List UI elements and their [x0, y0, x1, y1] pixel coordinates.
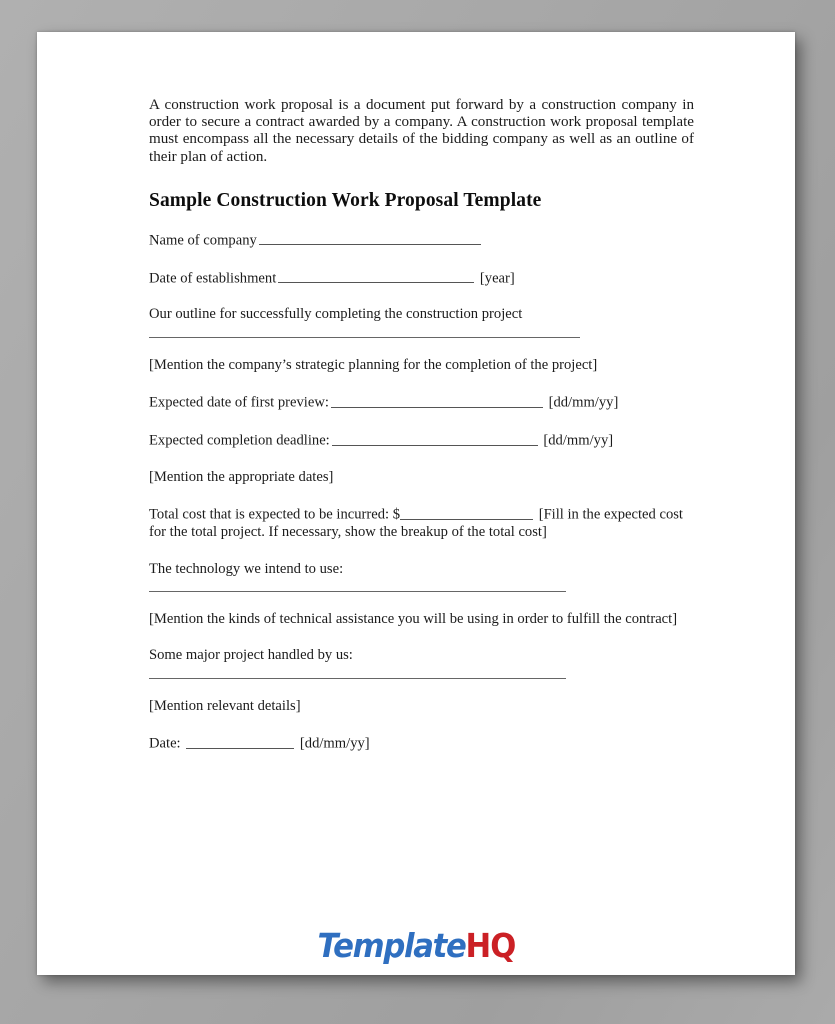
outline-answer-rule[interactable]: [149, 337, 580, 338]
page-title: Sample Construction Work Proposal Template: [149, 189, 542, 211]
completion-deadline-row: [149, 431, 694, 450]
technology-label: The technology we intend to use:: [149, 560, 344, 577]
logo-text-hq: HQ: [465, 926, 515, 965]
outline-label: Our outline for successfully completing the construction project: [149, 306, 523, 323]
first-preview-input[interactable]: [331, 393, 543, 407]
field-total-cost: [149, 505, 694, 541]
document-page-container: [37, 32, 795, 975]
relevant-details-note: [Mention relevant details]: [149, 697, 301, 714]
document-content: [149, 97, 694, 753]
note-relevant-details: [149, 698, 694, 715]
completion-deadline-label: Expected completion deadline:: [149, 432, 330, 449]
field-company-name: [149, 231, 694, 250]
field-first-preview: [149, 393, 694, 412]
document-page: [37, 32, 795, 975]
total-cost-label: Total cost that is expected to be incurred: $: [149, 506, 401, 523]
templatehq-logo: [317, 926, 515, 965]
note-appropriate-dates: [149, 469, 694, 486]
signature-date-label: Date:: [149, 735, 181, 752]
company-name-row: [149, 231, 694, 250]
logo-text-template: Template: [317, 926, 466, 965]
signature-date-row: [149, 734, 694, 753]
company-name-label: Name of company: [149, 232, 257, 249]
establishment-row: [149, 269, 694, 288]
field-completion-deadline: [149, 431, 694, 450]
signature-date-input[interactable]: [186, 734, 294, 748]
completion-deadline-hint: [dd/mm/yy]: [543, 432, 614, 449]
signature-date-hint: [dd/mm/yy]: [299, 735, 370, 752]
total-cost-input[interactable]: [400, 505, 533, 519]
establishment-label: Date of establishment: [149, 270, 277, 287]
company-name-input[interactable]: [259, 231, 481, 245]
first-preview-label: Expected date of first preview:: [149, 394, 329, 411]
field-technology: [149, 561, 694, 592]
first-preview-hint: [dd/mm/yy]: [548, 394, 619, 411]
field-major-project: [149, 647, 694, 678]
strategic-planning-note: [Mention the company’s strategic planning for the completion of the project]: [149, 356, 598, 373]
note-technical-assistance: [149, 611, 694, 628]
note-strategic-planning: [149, 357, 694, 374]
technology-answer-rule[interactable]: [149, 591, 566, 592]
field-date-of-establishment: [149, 269, 694, 288]
technical-assistance-note: [Mention the kinds of technical assistance you will be using in order to fulfill the contract]: [149, 610, 678, 627]
field-signature-date: [149, 734, 694, 753]
completion-deadline-input[interactable]: [332, 431, 538, 445]
total-cost-row: [149, 505, 694, 541]
major-project-answer-rule[interactable]: [149, 678, 566, 679]
major-project-label: Some major project handled by us:: [149, 647, 353, 664]
footer-logo-area: [37, 926, 795, 965]
establishment-hint: [year]: [479, 270, 515, 287]
total-cost-hint: [Fill in the expected cost for the total project. If necessary, show the breakup of the total cost]: [149, 506, 683, 541]
dates-note: [Mention the appropriate dates]: [149, 468, 334, 485]
first-preview-row: [149, 393, 694, 412]
establishment-input[interactable]: [278, 269, 474, 283]
field-outline: [149, 306, 694, 337]
intro-paragraph: A construction work proposal is a document put forward by a construction company in order to secure a contract awarded by a company. A construction work proposal template must encompass all the necessary details of the bidding company as well as an outline of their plan of action.: [149, 97, 694, 165]
